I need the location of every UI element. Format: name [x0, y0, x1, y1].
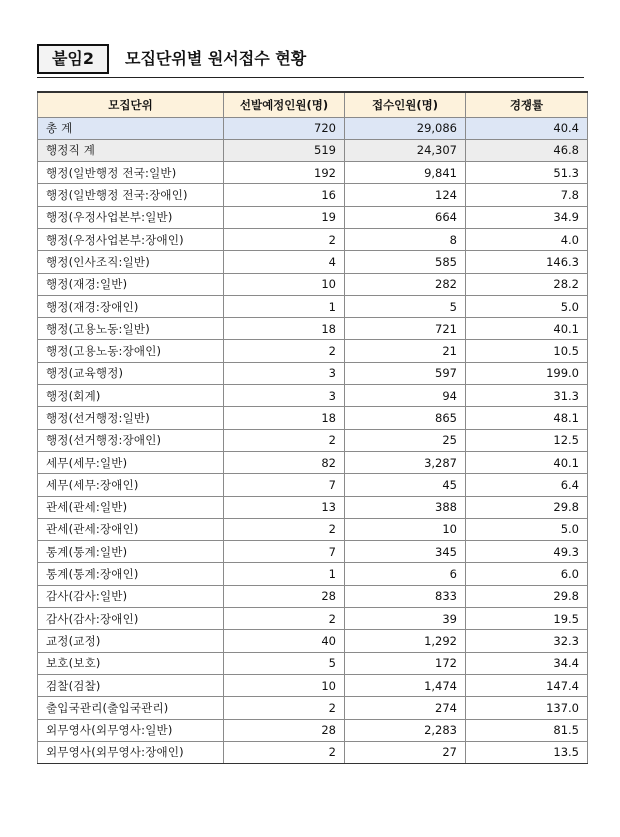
- cell-applicants: 94: [345, 385, 466, 407]
- table-row: [38, 674, 588, 696]
- column-header-unit: 모집단위: [38, 92, 224, 117]
- cell-unit: 감사(감사:장애인): [38, 608, 224, 630]
- cell-ratio: 10.5: [466, 340, 588, 362]
- cell-unit: 행정(회계): [38, 385, 224, 407]
- table-row: [38, 741, 588, 763]
- cell-unit: 외무영사(외무영사:일반): [38, 719, 224, 741]
- cell-planned: 7: [224, 541, 345, 563]
- cell-ratio: 40.4: [466, 117, 588, 139]
- table-row: [38, 608, 588, 630]
- cell-ratio: 13.5: [466, 741, 588, 763]
- cell-planned: 1: [224, 295, 345, 317]
- table-row: [38, 652, 588, 674]
- cell-planned: 2: [224, 608, 345, 630]
- cell-unit: 검찰(검찰): [38, 674, 224, 696]
- cell-planned: 10: [224, 273, 345, 295]
- cell-applicants: 2,283: [345, 719, 466, 741]
- table-body: [38, 117, 588, 764]
- cell-unit: 행정(인사조직:일반): [38, 251, 224, 273]
- cell-planned: 82: [224, 451, 345, 473]
- cell-unit: 세무(세무:일반): [38, 451, 224, 473]
- cell-ratio: 7.8: [466, 184, 588, 206]
- cell-ratio: 29.8: [466, 585, 588, 607]
- cell-applicants: 27: [345, 741, 466, 763]
- cell-planned: 2: [224, 741, 345, 763]
- cell-ratio: 5.0: [466, 295, 588, 317]
- cell-planned: 519: [224, 139, 345, 161]
- cell-unit: 행정(일반행정 전국:일반): [38, 162, 224, 184]
- cell-applicants: 172: [345, 652, 466, 674]
- table-row: [38, 407, 588, 429]
- cell-unit: 세무(세무:장애인): [38, 474, 224, 496]
- cell-planned: 3: [224, 362, 345, 384]
- cell-unit: 행정(재경:일반): [38, 273, 224, 295]
- cell-unit: 행정(선거행정:일반): [38, 407, 224, 429]
- table-row: [38, 630, 588, 652]
- cell-applicants: 1,474: [345, 674, 466, 696]
- cell-ratio: 51.3: [466, 162, 588, 184]
- cell-applicants: 39: [345, 608, 466, 630]
- cell-planned: 19: [224, 206, 345, 228]
- table-row: [38, 563, 588, 585]
- cell-ratio: 6.0: [466, 563, 588, 585]
- cell-unit: 행정(재경:장애인): [38, 295, 224, 317]
- cell-applicants: 8: [345, 228, 466, 250]
- cell-planned: 1: [224, 563, 345, 585]
- cell-unit: 감사(감사:일반): [38, 585, 224, 607]
- cell-unit: 행정(우정사업본부:장애인): [38, 228, 224, 250]
- cell-unit: 통계(통계:일반): [38, 541, 224, 563]
- cell-planned: 192: [224, 162, 345, 184]
- cell-planned: 2: [224, 340, 345, 362]
- cell-ratio: 49.3: [466, 541, 588, 563]
- table-row: [38, 385, 588, 407]
- cell-unit: 행정(고용노동:일반): [38, 318, 224, 340]
- cell-ratio: 5.0: [466, 518, 588, 540]
- cell-applicants: 1,292: [345, 630, 466, 652]
- cell-unit: 교정(교정): [38, 630, 224, 652]
- cell-applicants: 124: [345, 184, 466, 206]
- cell-planned: 720: [224, 117, 345, 139]
- cell-unit: 출입국관리(출입국관리): [38, 697, 224, 719]
- cell-planned: 5: [224, 652, 345, 674]
- cell-planned: 13: [224, 496, 345, 518]
- cell-planned: 16: [224, 184, 345, 206]
- cell-applicants: 597: [345, 362, 466, 384]
- cell-ratio: 146.3: [466, 251, 588, 273]
- cell-applicants: 5: [345, 295, 466, 317]
- table-row: [38, 318, 588, 340]
- table-row: [38, 273, 588, 295]
- cell-ratio: 199.0: [466, 362, 588, 384]
- cell-applicants: 345: [345, 541, 466, 563]
- table-row: [38, 585, 588, 607]
- cell-unit: 행정(교육행정): [38, 362, 224, 384]
- table-row: [38, 206, 588, 228]
- cell-planned: 10: [224, 674, 345, 696]
- cell-planned: 3: [224, 385, 345, 407]
- cell-applicants: 6: [345, 563, 466, 585]
- cell-ratio: 31.3: [466, 385, 588, 407]
- table-row: [38, 474, 588, 496]
- table-row: [38, 429, 588, 451]
- cell-applicants: 21: [345, 340, 466, 362]
- cell-planned: 2: [224, 429, 345, 451]
- table-row: [38, 362, 588, 384]
- cell-planned: 40: [224, 630, 345, 652]
- table-row: [38, 451, 588, 473]
- cell-unit: 행정(선거행정:장애인): [38, 429, 224, 451]
- cell-applicants: 9,841: [345, 162, 466, 184]
- cell-ratio: 29.8: [466, 496, 588, 518]
- cell-applicants: 664: [345, 206, 466, 228]
- cell-unit: 보호(보호): [38, 652, 224, 674]
- table-header-row: [38, 92, 588, 117]
- cell-applicants: 29,086: [345, 117, 466, 139]
- cell-unit: 행정(우정사업본부:일반): [38, 206, 224, 228]
- cell-applicants: 274: [345, 697, 466, 719]
- subtotal-row: [38, 139, 588, 161]
- cell-unit: 관세(관세:일반): [38, 496, 224, 518]
- column-header-applicants: 접수인원(명): [345, 92, 466, 117]
- cell-applicants: 45: [345, 474, 466, 496]
- cell-unit: 통계(통계:장애인): [38, 563, 224, 585]
- cell-applicants: 3,287: [345, 451, 466, 473]
- table-row: [38, 697, 588, 719]
- cell-unit: 행정(고용노동:장애인): [38, 340, 224, 362]
- cell-applicants: 282: [345, 273, 466, 295]
- table-row: [38, 251, 588, 273]
- cell-ratio: 32.3: [466, 630, 588, 652]
- cell-unit: 관세(관세:장애인): [38, 518, 224, 540]
- cell-unit: 총 계: [38, 117, 224, 139]
- attachment-badge: 붙임2: [37, 44, 109, 74]
- table-row: [38, 162, 588, 184]
- table-row: [38, 184, 588, 206]
- cell-unit: 행정직 계: [38, 139, 224, 161]
- table-row: [38, 496, 588, 518]
- table-row: [38, 518, 588, 540]
- cell-ratio: 147.4: [466, 674, 588, 696]
- cell-ratio: 34.4: [466, 652, 588, 674]
- cell-planned: 2: [224, 518, 345, 540]
- cell-ratio: 48.1: [466, 407, 588, 429]
- cell-ratio: 40.1: [466, 318, 588, 340]
- cell-ratio: 46.8: [466, 139, 588, 161]
- cell-unit: 행정(일반행정 전국:장애인): [38, 184, 224, 206]
- total-row: [38, 117, 588, 139]
- cell-ratio: 6.4: [466, 474, 588, 496]
- cell-applicants: 25: [345, 429, 466, 451]
- table-row: [38, 295, 588, 317]
- page-title: 모집단위별 원서접수 현황: [125, 49, 307, 68]
- cell-planned: 2: [224, 697, 345, 719]
- table-row: [38, 541, 588, 563]
- table-row: [38, 340, 588, 362]
- cell-ratio: 34.9: [466, 206, 588, 228]
- cell-applicants: 24,307: [345, 139, 466, 161]
- cell-ratio: 19.5: [466, 608, 588, 630]
- table-row: [38, 228, 588, 250]
- cell-applicants: 833: [345, 585, 466, 607]
- application-status-table: [37, 91, 588, 764]
- cell-ratio: 12.5: [466, 429, 588, 451]
- cell-applicants: 865: [345, 407, 466, 429]
- document-heading: [37, 44, 584, 78]
- cell-planned: 28: [224, 719, 345, 741]
- cell-applicants: 585: [345, 251, 466, 273]
- table-row: [38, 719, 588, 741]
- cell-planned: 28: [224, 585, 345, 607]
- cell-ratio: 28.2: [466, 273, 588, 295]
- cell-ratio: 137.0: [466, 697, 588, 719]
- cell-unit: 외무영사(외무영사:장애인): [38, 741, 224, 763]
- cell-ratio: 81.5: [466, 719, 588, 741]
- cell-ratio: 4.0: [466, 228, 588, 250]
- cell-planned: 2: [224, 228, 345, 250]
- cell-applicants: 10: [345, 518, 466, 540]
- column-header-planned: 선발예정인원(명): [224, 92, 345, 117]
- cell-applicants: 388: [345, 496, 466, 518]
- cell-ratio: 40.1: [466, 451, 588, 473]
- cell-applicants: 721: [345, 318, 466, 340]
- cell-planned: 18: [224, 407, 345, 429]
- cell-planned: 18: [224, 318, 345, 340]
- cell-planned: 7: [224, 474, 345, 496]
- column-header-ratio: 경쟁률: [466, 92, 588, 117]
- cell-planned: 4: [224, 251, 345, 273]
